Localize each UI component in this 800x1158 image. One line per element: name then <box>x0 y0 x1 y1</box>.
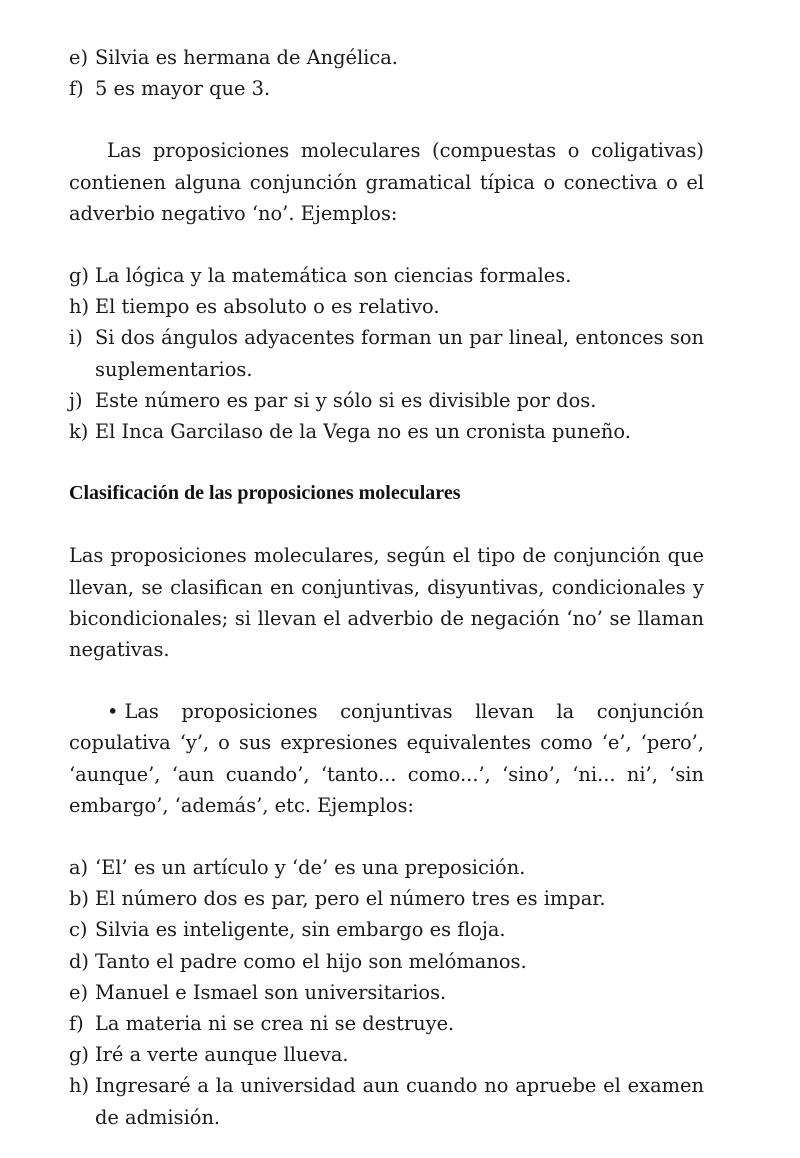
list-marker: c) <box>69 918 88 942</box>
list-item <box>69 385 704 416</box>
list-item-text: Tanto el padre como el hijo son melómanos. <box>95 949 527 973</box>
list-item <box>69 42 704 73</box>
bullet-icon: • <box>107 700 119 724</box>
list-item-text: Iré a verte aunque llueva. <box>95 1043 349 1067</box>
list-item <box>69 852 704 883</box>
list-item-text: Ingresaré a la universidad aun cuando no apruebe el examen de admisión. <box>95 1074 704 1129</box>
list-marker: b) <box>69 887 89 911</box>
spacer <box>69 104 704 135</box>
paragraph-classification: Las proposiciones moleculares, según el tipo de conjunción que llevan, se clasifican en conjuntivas, disyuntivas, condicionales y bicondicionales; si llevan el adverbio de negación ‘no’ se llaman negativas. <box>69 544 704 662</box>
paragraph-conjunctive <box>69 696 704 821</box>
list-item <box>69 977 704 1008</box>
list-marker: h) <box>69 1074 90 1098</box>
list-marker: e) <box>69 980 89 1004</box>
list-item <box>69 946 704 977</box>
spacer <box>69 447 704 478</box>
list-item-text: ‘El’ es un artículo y ‘de’ es una preposición. <box>95 856 526 880</box>
list-item <box>69 883 704 914</box>
list-item-text: Manuel e Ismael son universitarios. <box>95 980 447 1004</box>
spacer <box>69 509 704 540</box>
list-item-text: 5 es mayor que 3. <box>95 77 271 101</box>
list-marker: k) <box>69 420 89 444</box>
list-item <box>69 260 704 291</box>
example-list-bottom <box>69 852 704 1133</box>
example-list-middle <box>69 260 704 447</box>
list-marker: d) <box>69 949 89 973</box>
list-marker: f) <box>69 77 84 101</box>
list-item <box>69 416 704 447</box>
list-item-text: La lógica y la matemática son ciencias formales. <box>95 264 572 288</box>
list-item-text: El tiempo es absoluto o es relativo. <box>95 295 440 319</box>
spacer <box>69 665 704 696</box>
section-heading: Clasificación de las proposiciones moleculares <box>69 482 461 505</box>
list-marker: e) <box>69 46 89 69</box>
list-marker: j) <box>69 388 83 412</box>
list-marker: f) <box>69 1012 84 1036</box>
list-marker: g) <box>69 264 89 288</box>
list-item-text: El Inca Garcilaso de la Vega no es un cronista puneño. <box>95 420 631 444</box>
list-item-text: La materia ni se crea ni se destruye. <box>95 1012 455 1036</box>
list-item <box>69 1039 704 1070</box>
example-list-top <box>69 42 704 104</box>
list-marker: i) <box>69 326 83 350</box>
list-marker: g) <box>69 1043 89 1067</box>
list-item-text: Si dos ángulos adyacentes forman un par lineal, entonces son suplementarios. <box>95 326 704 381</box>
spacer <box>69 229 704 260</box>
list-item <box>69 1008 704 1039</box>
spacer <box>69 821 704 852</box>
list-item-text: Silvia es hermana de Angélica. <box>95 46 398 69</box>
list-marker: a) <box>69 856 89 880</box>
list-item <box>69 322 704 384</box>
list-item <box>69 1070 704 1132</box>
paragraph-molecular-definition: Las proposiciones moleculares (compuestas o coligativas) contienen alguna conjunción gramatical típica o conectiva o el adverbio negativo ‘no’. Ejemplos: <box>69 139 704 225</box>
list-item-text: El número dos es par, pero el número tres es impar. <box>95 887 606 911</box>
list-item <box>69 291 704 322</box>
list-item-text: Este número es par si y sólo si es divisible por dos. <box>95 388 597 412</box>
list-item <box>69 914 704 945</box>
list-item <box>69 73 704 104</box>
list-item-text: Silvia es inteligente, sin embargo es floja. <box>95 918 506 942</box>
paragraph-conjunctive-text: Las proposiciones conjuntivas llevan la conjunción copulativa ‘y’, o sus expresiones equivalentes como ‘e’, ‘pero’, ‘aunque’, ‘aun cuando’, ‘tanto... como...’, ‘sino’, ‘ni... ni’, ‘sin embargo’, ‘además’, etc. Ejemplos: <box>69 700 704 817</box>
list-marker: h) <box>69 295 90 319</box>
